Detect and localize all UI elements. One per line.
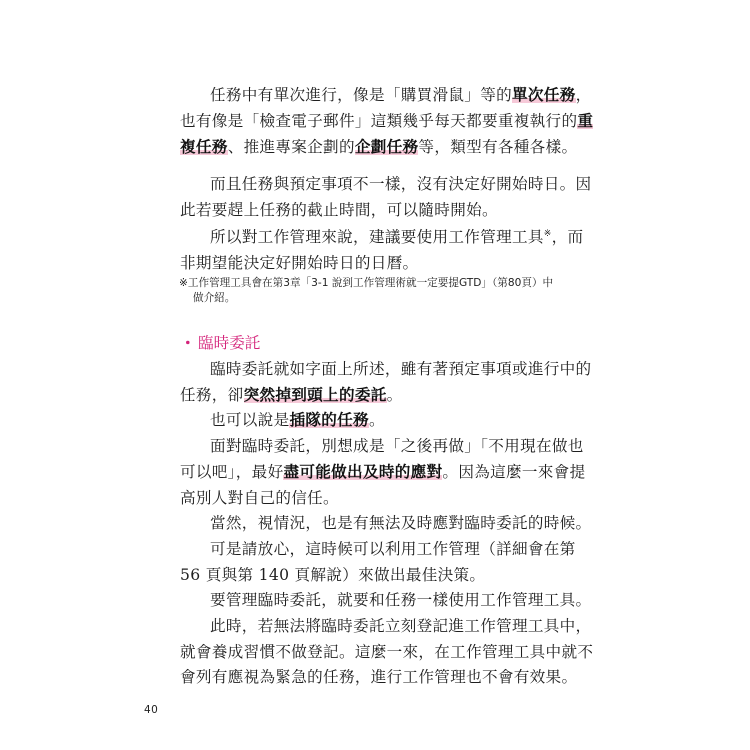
text-line — [180, 253, 570, 273]
text-line — [180, 488, 570, 508]
section-heading — [180, 333, 260, 353]
text-segment: 會列有應視為緊急的任務，進行工作管理也不會有效果。 — [180, 668, 578, 687]
section-title: 臨時委託 — [198, 334, 261, 352]
text-line — [180, 137, 578, 157]
highlighted-phrase: 盡可能做出及時的應對 — [283, 462, 443, 481]
text-segment: 高別人對自己的信任。 — [180, 488, 339, 507]
text-line — [180, 410, 570, 430]
page-number: 40 — [144, 704, 159, 716]
text-segment: 也可以說是 — [210, 411, 290, 430]
text-segment: 此若要趕上任務的截止時間，可以隨時開始。 — [180, 201, 498, 219]
text-segment: 任務，卻 — [180, 385, 244, 404]
text-segment: ，而 — [551, 228, 584, 246]
highlighted-phrase: 單次任務 — [511, 86, 576, 104]
footnote-line-2: 做介紹。 — [193, 292, 236, 304]
footnote-mark: ※ — [543, 228, 552, 239]
text-line — [180, 642, 594, 662]
text-segment: 。 — [386, 385, 403, 404]
highlighted-phrase: 插隊的任務 — [289, 411, 369, 430]
text-segment: ， — [575, 86, 592, 104]
text-line — [180, 565, 570, 585]
text-line — [180, 227, 584, 247]
text-line — [180, 667, 578, 687]
highlighted-phrase: 重 — [577, 112, 594, 130]
footnote-line-1: ※工作管理工具會在第3章「3-1 說到工作管理術就一定要提GTD」（第80頁）中 — [179, 277, 554, 289]
text-line — [180, 111, 594, 131]
text-segment: 非期望能決定好開始時日的日曆。 — [180, 254, 419, 272]
text-segment: 所以對工作管理來說，建議要使用工作管理工具 — [210, 228, 544, 246]
text-segment: 可以吧」，最好 — [180, 462, 284, 481]
text-segment: 面對臨時委託，別想成是「之後再做」「不用現在做也 — [210, 437, 584, 456]
text-line — [180, 85, 592, 105]
highlighted-phrase: 複任務 — [180, 138, 228, 156]
text-line — [180, 616, 592, 636]
text-line — [180, 462, 586, 482]
text-line — [180, 359, 592, 379]
text-segment: 要管理臨時委託，就要和任務一樣使用工作管理工具。 — [210, 591, 592, 610]
highlighted-phrase: 突然掉到頭上的委託 — [243, 385, 387, 404]
highlighted-phrase: 企劃任務 — [354, 138, 419, 156]
text-segment: 臨時委託就如字面上所述，雖有著預定事項或進行中的 — [210, 360, 592, 378]
bullet-icon: ・ — [180, 334, 196, 352]
text-segment: 、推進專案企劃的 — [227, 138, 355, 156]
text-line — [180, 539, 576, 559]
text-line — [180, 513, 592, 533]
text-segment: 也有像是「檢查電子郵件」這類幾乎每天都要重複執行的 — [180, 112, 578, 130]
text-segment: 任務中有單次進行，像是「購買滑鼠」等的 — [210, 86, 512, 104]
text-segment: 而且任務與預定事項不一樣，沒有決定好開始時日。因 — [210, 175, 592, 193]
text-segment: 可是請放心，這時候可以利用工作管理（詳細會在第 — [210, 539, 576, 558]
text-segment: 此時，若無法將臨時委託立刻登記進工作管理工具中， — [210, 617, 592, 635]
text-segment: 等，類型有各種各樣。 — [418, 138, 578, 156]
text-line — [180, 590, 592, 610]
text-line — [180, 200, 570, 220]
text-segment: 。 — [368, 411, 385, 430]
text-segment: 當然，視情況，也是有無法及時應對臨時委託的時候。 — [210, 514, 592, 533]
text-segment: 56 頁與第 140 頁解說）來做出最佳決策。 — [180, 565, 486, 584]
text-segment: 。因為這麼一來會提 — [442, 462, 586, 481]
text-line — [180, 385, 570, 405]
text-segment: 就會養成習慣不做登記。這麼一來，在工作管理工具中就不 — [180, 642, 594, 661]
text-line — [180, 436, 584, 456]
text-line — [180, 174, 592, 194]
